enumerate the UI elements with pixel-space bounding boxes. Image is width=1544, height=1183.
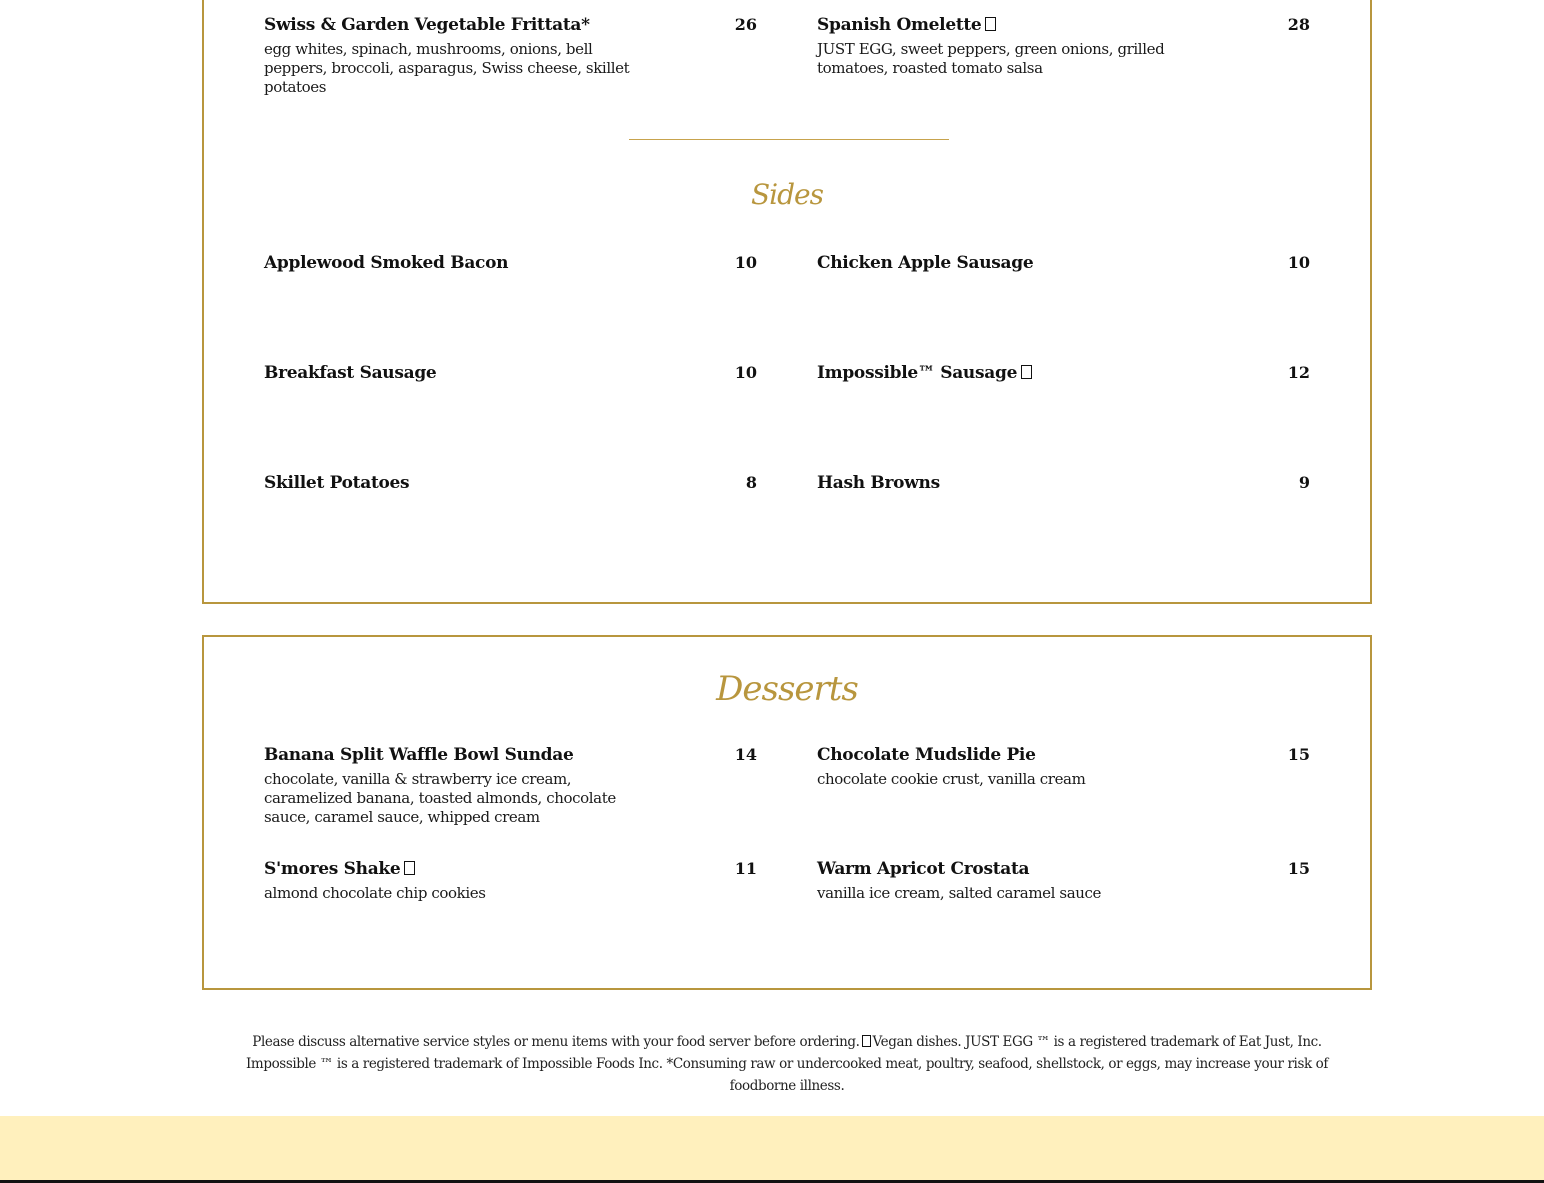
item-price: 10 <box>734 363 757 382</box>
item-name: Impossible™ Sausage <box>817 363 1018 383</box>
item-name: Chicken Apple Sausage <box>817 253 1034 273</box>
section-divider <box>629 139 949 140</box>
item-name: Spanish Omelette <box>817 15 982 35</box>
item-price: 8 <box>745 473 757 492</box>
menu-item <box>817 472 1310 494</box>
item-price: 10 <box>1287 253 1310 272</box>
menu-item <box>817 362 1310 384</box>
vegan-icon <box>404 861 415 875</box>
item-name: Banana Split Waffle Bowl Sundae <box>264 745 574 765</box>
item-name: Swiss & Garden Vegetable Frittata* <box>264 15 590 35</box>
menu-item <box>264 362 757 384</box>
item-price: 10 <box>734 253 757 272</box>
section-title-desserts: Desserts <box>716 669 858 709</box>
menu-item <box>817 252 1310 274</box>
item-name: Skillet Potatoes <box>264 473 410 493</box>
item-price: 28 <box>1287 15 1310 34</box>
item-description: egg whites, spinach, mushrooms, onions, bell peppers, broccoli, asparagus, Swiss cheese, skillet potatoes <box>264 40 630 96</box>
menu-item <box>817 744 1310 789</box>
item-name: Applewood Smoked Bacon <box>264 253 509 273</box>
item-description: chocolate cookie crust, vanilla cream <box>817 770 1086 788</box>
item-description: JUST EGG, sweet peppers, green onions, grilled tomatoes, roasted tomato salsa <box>817 40 1165 77</box>
item-price: 11 <box>734 859 757 878</box>
item-description: vanilla ice cream, salted caramel sauce <box>817 884 1101 902</box>
desserts-panel <box>202 635 1372 990</box>
menu-item <box>817 858 1310 903</box>
menu-item <box>264 472 757 494</box>
menu-item <box>264 858 757 903</box>
menu-footnote <box>220 1031 1354 1097</box>
menu-item <box>264 744 757 827</box>
breakfast-sides-panel <box>202 0 1372 604</box>
item-description: chocolate, vanilla & strawberry ice cream, caramelized banana, toasted almonds, chocolate sauce, caramel sauce, whipped cream <box>264 770 616 826</box>
item-price: 15 <box>1287 745 1310 764</box>
vegan-icon <box>1021 365 1032 379</box>
item-price: 26 <box>734 15 757 34</box>
menu-item <box>264 252 757 274</box>
vegan-icon <box>985 17 996 31</box>
item-price: 9 <box>1298 473 1310 492</box>
section-title-sides: Sides <box>751 178 823 211</box>
item-name-row <box>264 858 757 880</box>
menu-item <box>264 14 757 97</box>
footer-band <box>0 1116 1544 1180</box>
item-description: almond chocolate chip cookies <box>264 884 486 902</box>
item-price: 12 <box>1287 363 1310 382</box>
item-price: 14 <box>734 745 757 764</box>
item-price: 15 <box>1287 859 1310 878</box>
item-name: Breakfast Sausage <box>264 363 437 383</box>
item-name: Hash Browns <box>817 473 940 493</box>
vegan-icon <box>862 1035 871 1047</box>
item-name-row <box>817 362 1310 384</box>
item-name: Warm Apricot Crostata <box>817 859 1030 879</box>
item-name-row <box>817 14 1310 36</box>
item-name: S'mores Shake <box>264 859 401 879</box>
item-name: Chocolate Mudslide Pie <box>817 745 1036 765</box>
footnote-text-2: Vegan dishes. JUST EGG ™ is a registered trademark of Eat Just, Inc. Impossible ™ is a registered trademark of Impossible Foods Inc. *Consuming raw or undercooked meat, poultry, seafood, shellstock, or eggs, may increase your risk of foodborne illness. <box>246 1034 1328 1094</box>
footnote-text-1: Please discuss alternative service styles or menu items with your food server before ordering. <box>252 1034 860 1050</box>
menu-item <box>817 14 1310 78</box>
